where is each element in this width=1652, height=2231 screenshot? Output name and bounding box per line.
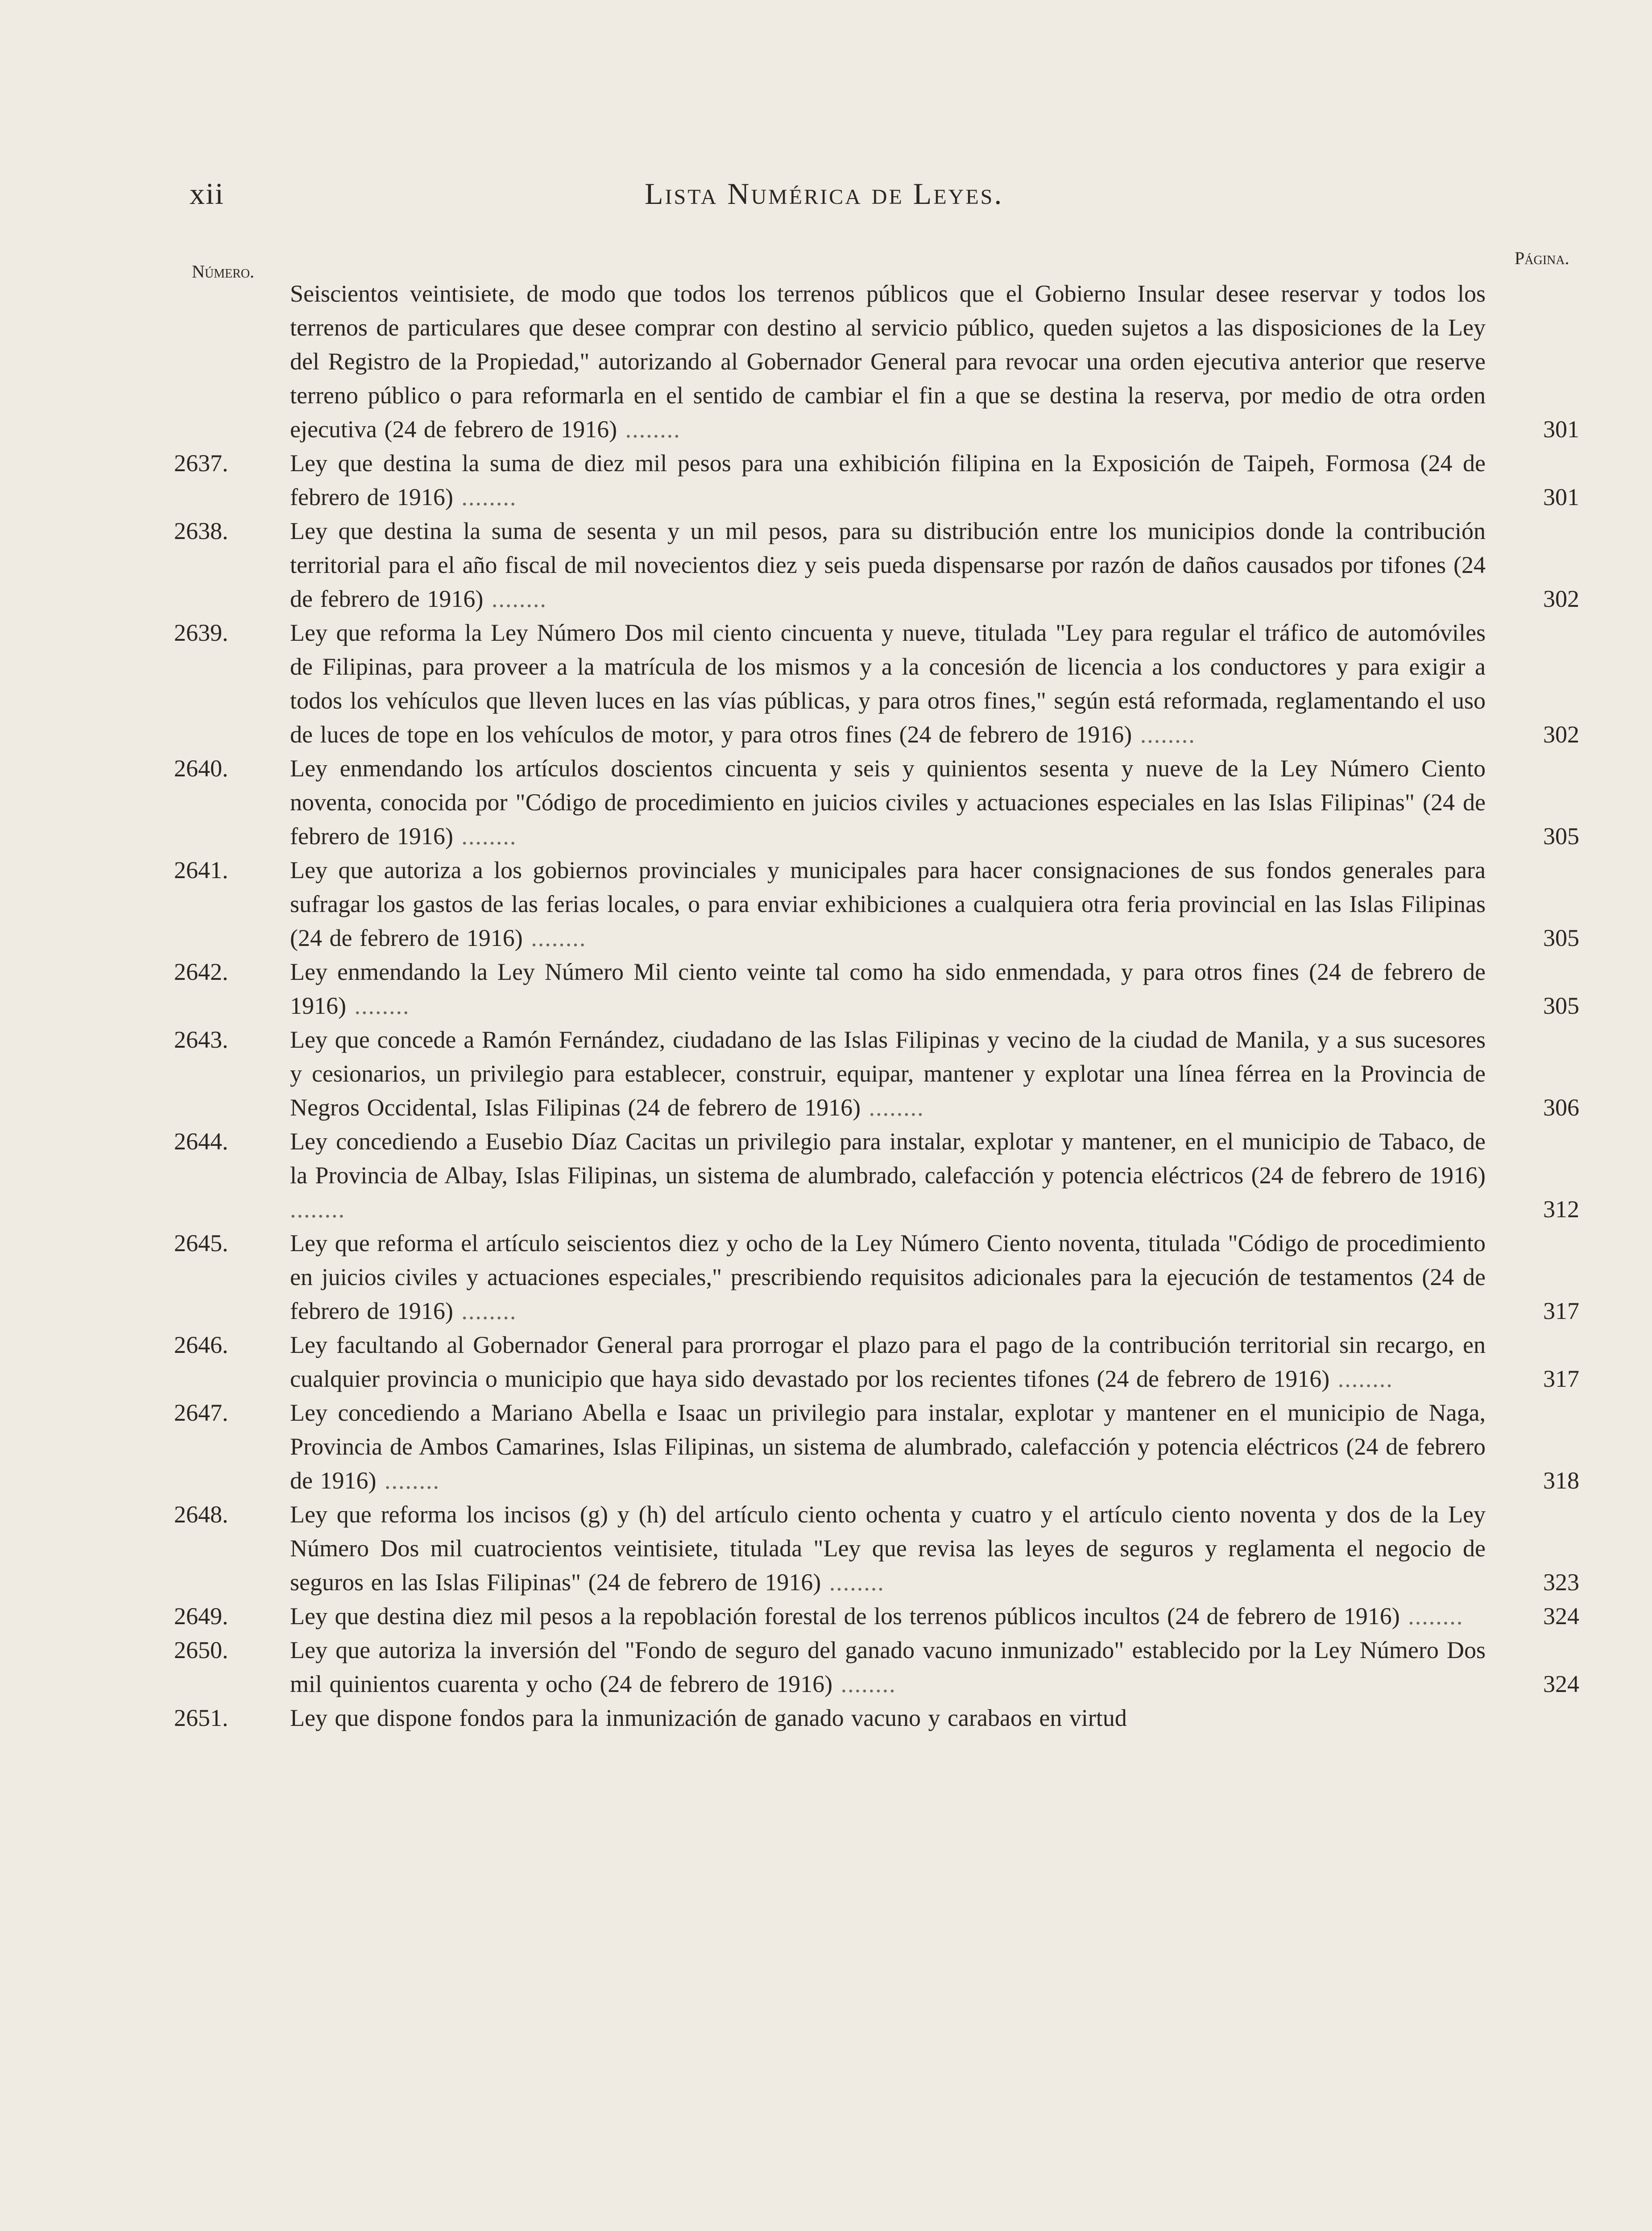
law-title: Ley enmendando los artículos doscientos cincuenta y seis y quinientos sesenta y nueve de la Ley Número Ciento noventa, conocida por "Código de procedimiento en juicios civiles y actuaciones especiales en las Islas Filipinas" (24 de febrero de 1916) [290,755,1486,850]
law-page: 302 [1543,721,1579,748]
law-entry: 2648. Ley que reforma los incisos (g) y (h) del artículo ciento ochenta y cuatro y el artículo ciento noventa y dos de la Ley Número Dos mil cuatrocientos veintisiete, titulada "Ley que revisa las leyes de seguros y reglamenta el negocio de seguros en las Islas Filipinas" (24 de febrero de 1916) ........ 323 [174,1497,1579,1599]
law-number: 2640. [174,755,228,782]
law-number: 2644. [174,1128,228,1155]
law-number: 2650. [174,1637,228,1663]
law-page: 318 [1543,1467,1579,1494]
law-page: 324 [1543,1603,1579,1630]
law-page: 306 [1543,1094,1579,1121]
law-title: Ley enmendando la Ley Número Mil ciento veinte tal como ha sido enmendada, y para otros fines (24 de febrero de 1916) [290,958,1486,1019]
law-title: Ley que concede a Ramón Fernández, ciudadano de las Islas Filipinas y vecino de la ciudad de Manila, y a sus sucesores y cesionarios, un privilegio para establecer, construir, equipar, mantener y explotar una línea férrea en la Provincia de Negros Occidental, Islas Filipinas (24 de febrero de 1916) [290,1026,1486,1121]
law-list [174,277,1579,1735]
law-title: Ley que reforma los incisos (g) y (h) del artículo ciento ochenta y cuatro y el artículo ciento noventa y dos de la Ley Número Dos mil cuatrocientos veintisiete, titulada "Ley que revisa las leyes de seguros y reglamenta el negocio de seguros en las Islas Filipinas" (24 de febrero de 1916) [290,1501,1486,1596]
law-title: Seiscientos veintisiete, de modo que todos los terrenos públicos que el Gobierno Insular desee reservar y todos los terrenos de particulares que desee comprar con destino al servicio público, queden sujetos a las disposiciones de la Ley del Registro de la Propiedad," autorizando al Gobernador General para revocar una orden ejecutiva anterior que reserve terreno público o para reformarla en el sentido de cambiar el fin a que se destina la reserva, por medio de otra orden ejecutiva (24 de febrero de 1916) [290,280,1486,443]
page-number: xii [190,177,224,211]
law-page: 302 [1543,585,1579,612]
law-number: 2643. [174,1026,228,1053]
law-entry: 2640. Ley enmendando los artículos doscientos cincuenta y seis y quinientos sesenta y nueve de la Ley Número Ciento noventa, conocida por "Código de procedimiento en juicios civiles y actuaciones especiales en las Islas Filipinas" (24 de febrero de 1916) ........ 305 [174,751,1579,853]
law-entry: 2647. Ley concediendo a Mariano Abella e Isaac un privilegio para instalar, explotar y mantener en el municipio de Naga, Provincia de Ambos Camarines, Islas Filipinas, un sistema de alumbrado, calefacción y potencia eléctricos (24 de febrero de 1916) ........ 318 [174,1396,1579,1497]
law-title: Ley concediendo a Eusebio Díaz Cacitas un privilegio para instalar, explotar y mantener, en el municipio de Tabaco, de la Provincia de Albay, Islas Filipinas, un sistema de alumbrado, calefacción y potencia eléctricos (24 de febrero de 1916) [290,1128,1486,1189]
law-title: Ley que reforma el artículo seiscientos diez y ocho de la Ley Número Ciento noventa, titulada "Código de procedimiento en juicios civiles y actuaciones especiales," prescribiendo requisitos adicionales para la ejecución de testamentos (24 de febrero de 1916) [290,1230,1486,1324]
law-page: 301 [1543,484,1579,510]
law-number: 2645. [174,1230,228,1256]
law-entry: 2646. Ley facultando al Gobernador General para prorrogar el plazo para el pago de la contribución territorial sin recargo, en cualquier provincia o municipio que haya sido devastado por los recientes tifones (24 de febrero de 1916) ........ 317 [174,1328,1579,1396]
law-title: Ley que autoriza la inversión del "Fondo de seguro del ganado vacuno inmunizado" establecido por la Ley Número Dos mil quinientos cuarenta y ocho (24 de febrero de 1916) [290,1637,1486,1697]
column-label-pagina: Página. [1515,248,1569,268]
law-entry: 2641. Ley que autoriza a los gobiernos provinciales y municipales para hacer consignaciones de sus fondos generales para sufragar los gastos de las ferias locales, o para enviar exhibiciones a cualquiera otra feria provincial en las Islas Filipinas (24 de febrero de 1916) ........ 305 [174,853,1579,955]
law-title: Ley que reforma la Ley Número Dos mil ciento cincuenta y nueve, titulada "Ley para regular el tráfico de automóviles de Filipinas, para proveer a la matrícula de los mismos y a la concesión de licencia a los conductores y para exigir a todos los vehículos que lleven luces en las vías públicas, y para otros fines," según está reformada, reglamentando el uso de luces de tope en los vehículos de motor, y para otros fines (24 de febrero de 1916) [290,619,1486,748]
law-page: 323 [1543,1569,1579,1596]
law-number: 2638. [174,518,228,544]
law-entry: 2637. Ley que destina la suma de diez mil pesos para una exhibición filipina en la Exposición de Taipeh, Formosa (24 de febrero de 1916) ........ 301 [174,446,1579,514]
law-entry: 2645. Ley que reforma el artículo seiscientos diez y ocho de la Ley Número Ciento noventa, titulada "Código de procedimiento en juicios civiles y actuaciones especiales," prescribiendo requisitos adicionales para la ejecución de testamentos (24 de febrero de 1916) ........ 317 [174,1226,1579,1328]
law-number: 2641. [174,857,228,883]
law-title: Ley facultando al Gobernador General para prorrogar el plazo para el pago de la contribución territorial sin recargo, en cualquier provincia o municipio que haya sido devastado por los recientes tifones (24 de febrero de 1916) [290,1331,1486,1392]
law-number: 2642. [174,958,228,985]
law-entry: 2650. Ley que autoriza la inversión del "Fondo de seguro del ganado vacuno inmunizado" establecido por la Ley Número Dos mil quinientos cuarenta y ocho (24 de febrero de 1916) ........ 324 [174,1633,1579,1701]
law-page: 301 [1543,416,1579,443]
law-number: 2637. [174,450,228,477]
law-entry [174,1701,1579,1735]
law-title: Ley que dispone fondos para la inmunización de ganado vacuno y carabaos en virtud [290,1704,1127,1731]
law-title: Ley que destina diez mil pesos a la repoblación forestal de los terrenos públicos incultos (24 de febrero de 1916) [290,1603,1400,1630]
law-page: 317 [1543,1365,1579,1392]
law-entry: 2639. Ley que reforma la Ley Número Dos mil ciento cincuenta y nueve, titulada "Ley para regular el tráfico de automóviles de Filipinas, para proveer a la matrícula de los mismos y a la concesión de licencia a los conductores y para exigir a todos los vehículos que lleven luces en las vías públicas, y para otros fines," según está reformada, reglamentando el uso de luces de tope en los vehículos de motor, y para otros fines (24 de febrero de 1916) ........ 302 [174,616,1579,751]
law-page: 305 [1543,925,1579,951]
law-number: 2651. [174,1704,228,1731]
law-title: Ley que destina la suma de diez mil pesos para una exhibición filipina en la Exposición de Taipeh, Formosa (24 de febrero de 1916) [290,450,1486,510]
column-label-numero: Número. [192,261,255,282]
law-title: Ley que autoriza a los gobiernos provinciales y municipales para hacer consignaciones de sus fondos generales para sufragar los gastos de las ferias locales, o para enviar exhibiciones a cualquiera otra feria provincial en las Islas Filipinas (24 de febrero de 1916) [290,857,1486,951]
law-entry: 2644. Ley concediendo a Eusebio Díaz Cacitas un privilegio para instalar, explotar y mantener, en el municipio de Tabaco, de la Provincia de Albay, Islas Filipinas, un sistema de alumbrado, calefacción y potencia eléctricos (24 de febrero de 1916) ........ 312 [174,1124,1579,1226]
law-page: 312 [1543,1196,1579,1223]
law-title: Ley que destina la suma de sesenta y un mil pesos, para su distribución entre los municipios donde la contribución territorial para el año fiscal de mil novecientos diez y seis pueda dispensarse por razón de daños causados por tifones (24 de febrero de 1916) [290,518,1486,612]
law-title: Ley concediendo a Mariano Abella e Isaac un privilegio para instalar, explotar y mantener en el municipio de Naga, Provincia de Ambos Camarines, Islas Filipinas, un sistema de alumbrado, calefacción y potencia eléctricos (24 de febrero de 1916) [290,1399,1486,1494]
law-number: 2639. [174,619,228,646]
law-page: 305 [1543,823,1579,850]
law-page: 317 [1543,1298,1579,1324]
law-entry: Seiscientos veintisiete, de modo que todos los terrenos públicos que el Gobierno Insular desee reservar y todos los terrenos de particulares que desee comprar con destino al servicio público, queden sujetos a las disposiciones de la Ley del Registro de la Propiedad," autorizando al Gobernador General para revocar una orden ejecutiva anterior que reserve terreno público o para reformarla en el sentido de cambiar el fin a que se destina la reserva, por medio de otra orden ejecutiva (24 de febrero de 1916) ........ 301 [174,277,1579,446]
law-number: 2648. [174,1501,228,1528]
law-entry: 2638. Ley que destina la suma de sesenta y un mil pesos, para su distribución entre los municipios donde la contribución territorial para el año fiscal de mil novecientos diez y seis pueda dispensarse por razón de daños causados por tifones (24 de febrero de 1916) ........ 302 [174,514,1579,616]
law-page: 305 [1543,992,1579,1019]
law-entry: 2643. Ley que concede a Ramón Fernández, ciudadano de las Islas Filipinas y vecino de la ciudad de Manila, y a sus sucesores y cesionarios, un privilegio para establecer, construir, equipar, mantener y explotar una línea férrea en la Provincia de Negros Occidental, Islas Filipinas (24 de febrero de 1916) ........ 306 [174,1023,1579,1124]
law-entry: 2649. Ley que destina diez mil pesos a la repoblación forestal de los terrenos públicos incultos (24 de febrero de 1916) ........ 324 [174,1599,1579,1633]
law-page: 324 [1543,1671,1579,1697]
law-number: 2647. [174,1399,228,1426]
law-number: 2646. [174,1331,228,1358]
law-number: 2649. [174,1603,228,1630]
law-entry: 2642. Ley enmendando la Ley Número Mil ciento veinte tal como ha sido enmendada, y para otros fines (24 de febrero de 1916) ........ 305 [174,955,1579,1023]
running-title: Lista Numérica de Leyes. [645,177,1004,211]
